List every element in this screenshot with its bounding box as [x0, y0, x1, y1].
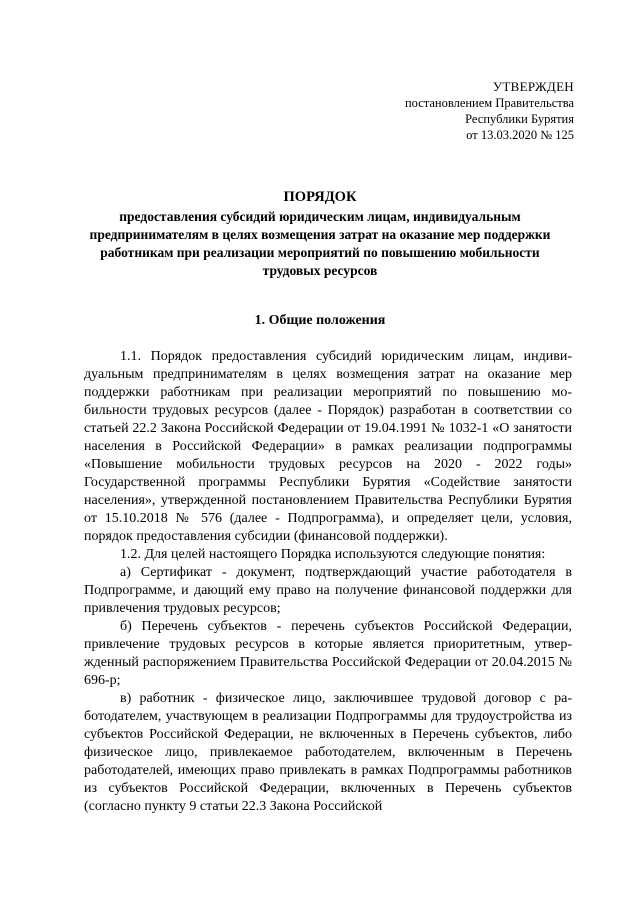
- paragraph-1-2: 1.2. Для целей настоящего Порядка используются следующие понятия:: [120, 547, 546, 562]
- approval-stamp: [405, 79, 574, 143]
- approval-region-line: Республики Бурятия: [465, 112, 574, 126]
- document-title-block: [70, 188, 570, 280]
- approval-date-line: от 13.03.2020 № 125: [466, 128, 574, 142]
- section-heading: 1. Общие положения: [254, 313, 386, 328]
- paragraph-1-1: 1.1. Порядок предоставления субсидий юридическим лицам, индивидуальным предпринимателям в целях возмещения затрат на оказание мер поддержки работникам при реализации мероприятий по повышению мобильности трудовых ресурсов (далее - Порядок) разработан в соответствии со статьей 22.2 Закона Российской Федерации от 19.04.1991 № 1032-1 «О занятости населения в Российской Федерации» в рамках реализации подпрограммы «Повышение мобильности трудовых ресурсов на 2020 - 2022 годы» Государственной программы Республики Бурятия «Содействие занятости населения», утвержденной постановлением Правительства Республики Бурятия от 15.10.2018 № 576 (далее - Подпрограмма), и определяет цели, условия, порядок предоставления субсидии (финансовой поддержки).: [84, 349, 572, 544]
- paragraph-v: в) работник - физическое лицо, заключившее трудовой договор с работодателем, участвующем в реализации Подпрограммы для трудоустройства из субъектов Российской Федерации, не включенных в Перечень субъектов, либо физическое лицо, привлекаемое работодателем, включенным в Перечень работодателей, имеющих право привлекать в рамках Подпрограммы работников из субъектов Российской Федерации, включенных в Перечень субъектов (согласно пункту 9 статьи 22.3 Закона Российской: [84, 691, 572, 814]
- document-title: ПОРЯДОК: [283, 189, 357, 205]
- document-subtitle: предоставления субсидий юридическим лицам, индивидуальным предпринимателям в целях возмещения затрат на оказание мер поддержки работникам при реализации мероприятий по повышению мобильности трудовых ресурсов: [89, 209, 551, 278]
- approval-by-line: постановлением Правительства: [404, 96, 574, 110]
- approval-heading: УТВЕРЖДЕН: [492, 79, 574, 94]
- document-body: [84, 348, 572, 816]
- paragraph-b: б) Перечень субъектов - перечень субъектов Российской Федерации, привлечение трудовых ресурсов в которые является приоритетным, утвержденный распоряжением Правительства Российской Федерации от 20.04.2015 № 696-р;: [84, 619, 572, 688]
- paragraph-a: а) Сертификат - документ, подтверждающий участие работодателя в Подпрограмме, и дающий ему право на получение финансовой поддержки для привлечения трудовых ресурсов;: [84, 565, 572, 616]
